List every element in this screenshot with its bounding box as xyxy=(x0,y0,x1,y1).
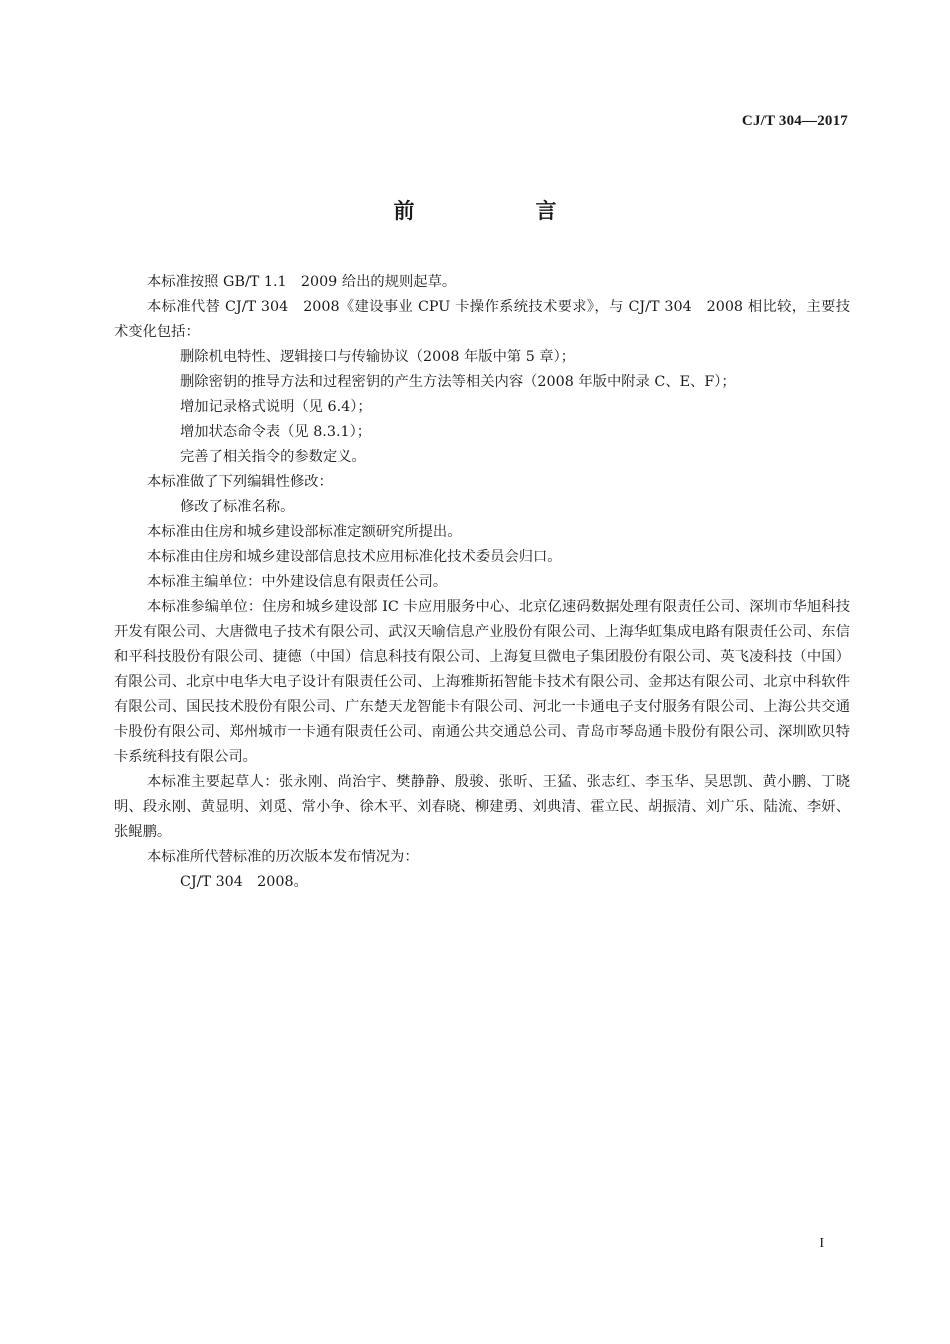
paragraph-history: 本标准所代替标准的历次版本发布情况为： xyxy=(147,849,419,865)
paragraph-proposer: 本标准由住房和城乡建设部标准定额研究所提出。 xyxy=(147,524,462,540)
change-item: 增加状态命令表（见 8.3.1）； xyxy=(180,424,372,440)
paragraph-chief-editor: 本标准主编单位：中外建设信息有限责任公司。 xyxy=(147,574,448,590)
document-body xyxy=(114,270,850,895)
paragraph-committee: 本标准由住房和城乡建设部信息技术应用标准化技术委员会归口。 xyxy=(147,549,562,565)
change-item: 删除密钥的推导方法和过程密钥的产生方法等相关内容（2008 年版中附录 C、E、F）； xyxy=(180,374,736,390)
paragraph-participants: 本标准参编单位：住房和城乡建设部 IC 卡应用服务中心、北京亿速码数据处理有限责任公司、深圳市华旭科技开发有限公司、大唐微电子技术有限公司、武汉天喻信息产业股份有限公司、上海华虹集成电路有限责任公司、东信和平科技股份有限公司、捷德（中国）信息科技有限公司、上海复旦微电子集团股份有限公司、英飞凌科技（中国）有限公司、北京中电华大电子设计有限责任公司、上海雅斯拓智能卡技术有限公司、金邦达有限公司、北京中科软件有限公司、国民技术股份有限公司、广东楚天龙智能卡有限公司、河北一卡通电子支付服务有限公司、上海公共交通卡股份有限公司、郑州城市一卡通有限责任公司、南通公共交通总公司、青岛市琴岛通卡股份有限公司、深圳欧贝特卡系统科技有限公司。 xyxy=(114,599,850,765)
page-number: I xyxy=(819,1236,824,1251)
change-item: 删除机电特性、逻辑接口与传输协议（2008 年版中第 5 章）； xyxy=(180,349,576,365)
editorial-item: 修改了标准名称。 xyxy=(180,499,295,515)
page-title: 前 言 xyxy=(393,199,607,223)
change-item: 增加记录格式说明（见 6.4）； xyxy=(180,399,372,415)
paragraph-drafting-rules: 本标准按照 GB/T 1.1 2009 给出的规则起草。 xyxy=(147,274,457,290)
change-item: 完善了相关指令的参数定义。 xyxy=(180,449,366,465)
paragraph-editorial: 本标准做了下列编辑性修改： xyxy=(147,474,333,490)
paragraph-replacement: 本标准代替 CJ/T 304 2008《建设事业 CPU 卡操作系统技术要求》，与 CJ/T 304 2008 相比较，主要技术变化包括： xyxy=(114,299,850,340)
standard-number: CJ/T 304—2017 xyxy=(741,113,848,129)
paragraph-drafters: 本标准主要起草人：张永刚、尚治宇、樊静静、殷骏、张昕、王猛、张志红、李玉华、吴思凯、黄小鹏、丁晓明、段永刚、黄显明、刘觅、常小争、徐木平、刘春晓、柳建勇、刘典清、霍立民、胡振清、刘广乐、陆流、李妍、张鲲鹏。 xyxy=(114,774,850,840)
history-item: CJ/T 304 2008。 xyxy=(180,874,308,890)
